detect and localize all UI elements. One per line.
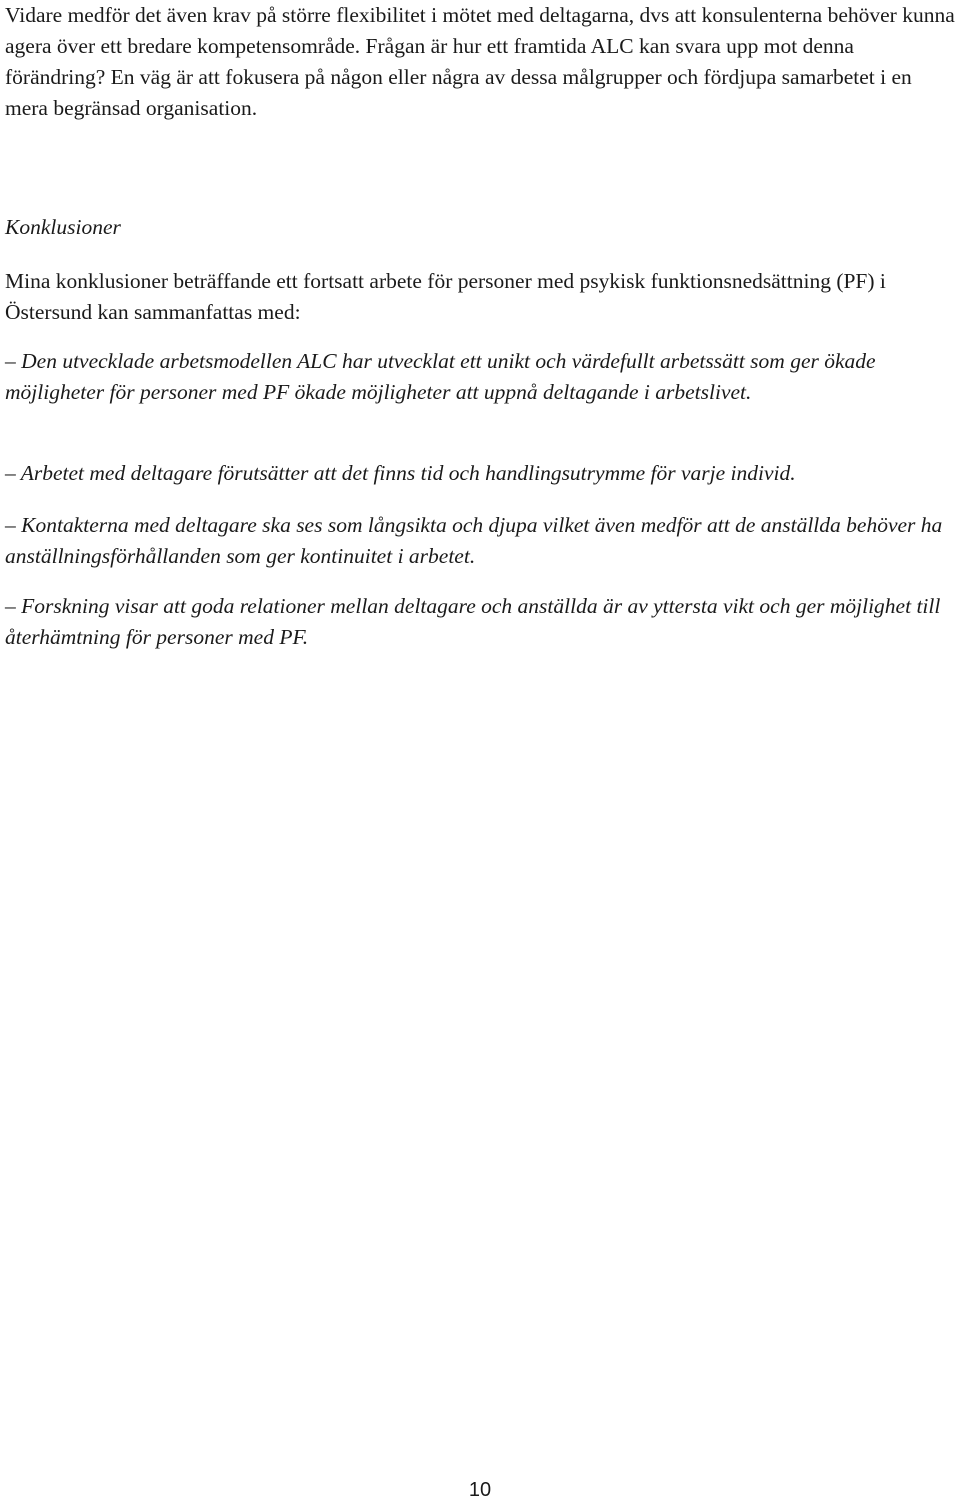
intro-paragraph: Vidare medför det även krav på större flexibilitet i mötet med deltagarna, dvs att konsulenterna behöver kunna agera över ett bredare kompetensområde. Frågan är hur ett framtida ALC kan svara upp mot denna förändring? En väg är att fokusera på någon eller några av dessa målgrupper och fördjupa samarbetet i en mera begränsad organisation. bbox=[5, 3, 955, 120]
section-heading: Konklusioner bbox=[5, 215, 121, 239]
lead-paragraph: Mina konklusioner beträffande ett fortsatt arbete för personer med psykisk funktionsnedsättning (PF) i Östersund kan sammanfattas med: bbox=[5, 269, 886, 324]
page-number: 10 bbox=[468, 1479, 492, 1501]
conclusion-item: – Arbetet med deltagare förutsätter att det finns tid och handlingsutrymme för varje individ. bbox=[5, 461, 796, 485]
conclusion-item: – Den utvecklade arbetsmodellen ALC har utvecklat ett unikt och värdefullt arbetssätt som ger ökade möjligheter för personer med PF ökade möjligheter att uppnå deltagande i arbetslivet. bbox=[5, 349, 876, 404]
document-page bbox=[5, 0, 957, 649]
conclusion-item: – Kontakterna med deltagare ska ses som långsikta och djupa vilket även medför att de anställda behöver ha anställningsförhållanden som ger kontinuitet i arbetet. bbox=[5, 513, 943, 568]
conclusion-item: – Forskning visar att goda relationer mellan deltagare och anställda är av yttersta vikt och ger möjlighet till återhämtning för personer med PF. bbox=[5, 594, 941, 649]
